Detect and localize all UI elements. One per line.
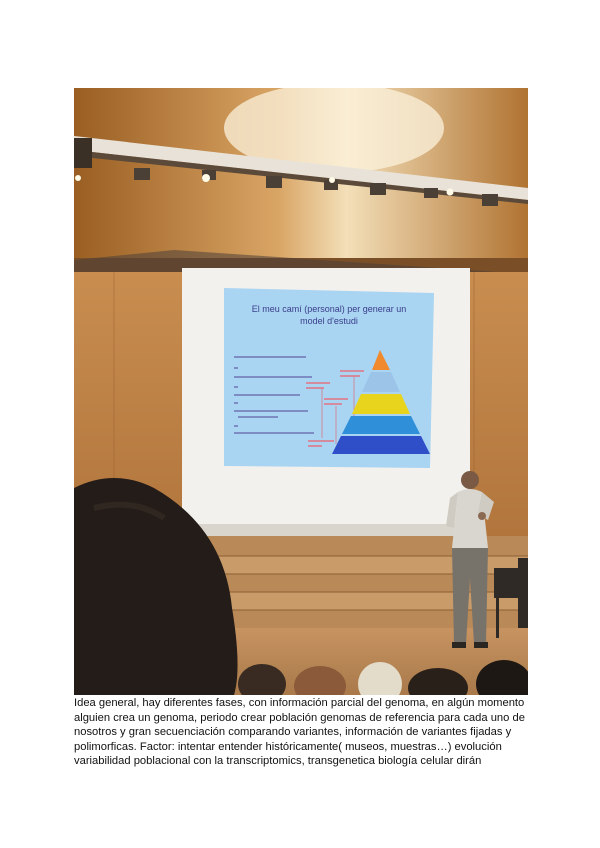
caption-line: variabilidad poblacional con la transcriptomics, transgenetica biología celular dirán [74,755,482,768]
pyramid-tier-4 [342,416,420,434]
slide-title-line2: model d'estudi [300,316,358,326]
caption-line: alguien crea un genoma, periodo crear población genomas de referencia para cada uno de [74,711,525,724]
pyramid-tier-3 [352,394,410,414]
lecture-photo [74,88,528,695]
caption-line: nosotros y gran secuenciación comparando variantes, información de variantes fijadas y [74,726,512,739]
caption-line: polimorficas. Factor: intentar entender históricamente( museos, muestras…) evolución [74,740,502,753]
photo-caption [74,696,534,769]
lecture-scene [74,88,528,695]
pyramid-tier-5 [332,436,430,454]
slide-title-line1: El meu camí (personal) per generar un [251,304,407,314]
caption-line: Idea general, hay diferentes fases, con información parcial del genoma, en algún momento [74,697,525,709]
projected-slide [224,288,434,468]
